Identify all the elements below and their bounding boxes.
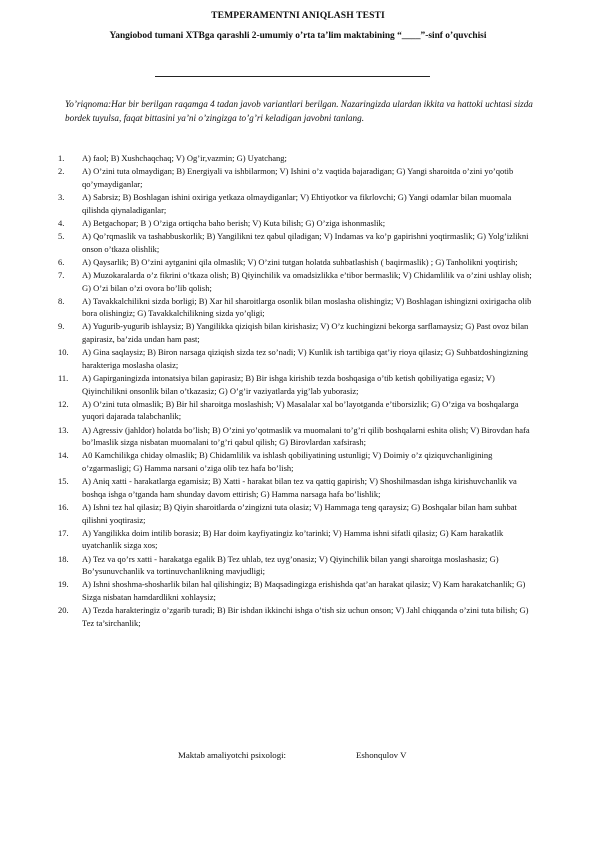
- question-item: [58, 256, 538, 269]
- psychologist-name: Eshonqulov V: [356, 750, 407, 760]
- question-item: [58, 230, 538, 255]
- question-text: A) Gina saqlaysiz; B) Biron narsaga qiziqish sizda tez so’nadi; V) Kunlik ish tartibiga qat’iy rioya qilasiz; G) Suhbatdoshingizning harakteriga moslasha olasiz;: [82, 347, 529, 370]
- name-underline: [155, 76, 430, 77]
- question-number: 19.: [58, 579, 69, 590]
- question-text: A) faol; B) Xushchaqchaq; V) Og’ir,vazmin; G) Uyatchang;: [82, 153, 287, 163]
- question-number: 2.: [58, 166, 65, 177]
- question-text: A) Yugurib-yugurib ishlaysiz; B) Yangilikka qiziqish bilan kirishasiz; V) O’z kuchingizni bekorga sarflamaysiz; G) Past ovoz bilan gapirasiz, ba’zida undan ham past;: [82, 321, 529, 345]
- question-item: [58, 346, 538, 371]
- question-number: 9.: [58, 321, 65, 332]
- question-number: 7.: [58, 269, 65, 280]
- instruction-text: Yo’riqnoma:Har bir berilgan raqamga 4 tadan javob variantlari berilgan. Nazaringizda ulardan ikkita va hattoki uchtasi sizda bordek tuyulsa, faqat bittasini ya’ni o’zingizga to’g’ri keladigan javobni tanlang.: [65, 99, 533, 124]
- question-number: 3.: [58, 191, 65, 202]
- question-text: A) Yangilikka doim intilib borasiz; B) Har doim kayfiyatingiz ko’tarinki; V) Hamma ishni sifatli qilasiz; G) Kam harakatlik uyatchanlik sizga xos;: [82, 527, 504, 551]
- question-item: [58, 424, 538, 449]
- question-item: [58, 501, 538, 526]
- question-number: 11.: [58, 373, 69, 384]
- document-subtitle: Yangiobod tumani XTBga qarashli 2-umumiy o’rta ta’lim maktabining “____”-sinf o’quvchisi: [109, 31, 487, 41]
- question-number: 13.: [58, 424, 69, 435]
- question-text: A) Qo’rqmaslik va tashabbuskorlik; B) Yangilikni tez qabul qiladigan; V) Indamas va ko’p gapirishni yoqtirmaslik; G) Yolg’izlikni onson o’tkaza olishlik;: [82, 230, 529, 254]
- question-number: 15.: [58, 476, 69, 487]
- question-text: A) Tavakkalchilikni sizda borligi; B) Xar hil sharoitlarga osonlik bilan moslasha olishingiz; V) Boshlagan ishingizni oxirigacha olib bora olishingiz; G) Tavakkalchilikning sizda yo’qligi;: [82, 295, 532, 319]
- question-number: 6.: [58, 256, 65, 267]
- question-number: 10.: [58, 347, 69, 358]
- question-number: 16.: [58, 501, 69, 512]
- question-item: [58, 217, 538, 230]
- question-item: [58, 578, 538, 603]
- question-text: A0 Kamchilikga chiday olmaslik; B) Chidamlilik va ishlash qobiliyatining ustunligi; V) Doimiy o’z qiziquvchanligining o’zgarmasligi; G) Hamma narsani o’ziga olib tez hafa bo’lish;: [82, 450, 493, 473]
- question-item: [58, 372, 538, 397]
- question-item: [58, 295, 538, 320]
- question-number: 18.: [58, 553, 69, 564]
- question-item: [58, 604, 538, 629]
- question-text: A) Qaysarlik; B) O’zini aytganini qila olmaslik; V) O’zini tutgan holatda suhbatlashish ( baqirmaslik) ; G) Tanholikni yoqtirish;: [82, 256, 518, 267]
- question-item: [58, 553, 538, 578]
- question-number: 1.: [58, 153, 65, 163]
- question-text: A) Ishni tez hal qilasiz; B) Qiyin sharoitlarda o’zingizni tuta olasiz; V) Hammaga teng qaraysiz; G) Boshqalar bilan ham suhbat qilishni yoqtirasiz;: [82, 501, 517, 525]
- question-number: 8.: [58, 295, 65, 306]
- question-text: A) Tez va qo’rs xatti - harakatga egalik B) Tez uhlab, tez uyg’onasiz; V) Qiyinchilik bilan yangi sharoitga moslashasiz; G) Bo’ysunuvchanlik va tortinuvchanlikning mavjudligi;: [82, 553, 499, 577]
- question-text: A) Gapirganingizda intonatsiya bilan gapirasiz; B) Bir ishga kirishib tezda boshqasiga o’tib ketish qobiliyatiga egasiz; V) Qiyinchilikni onsonlik bilan o’tkazasiz; G) O’g’ir vaziyatlarda yig’lab yuborasiz;: [82, 373, 495, 396]
- question-text: A) Agressiv (jahldor) holatda bo’lish; B) O’zini yo’qotmaslik va muomalani to’g’ri qilib boshqalarni eshita olish; V) Birovdan hafa bo’lmaslik sizga nisbatan muomalani to’g’ri qabul qilish; G) Birovlardan xafsirash;: [82, 424, 530, 448]
- question-text: A) Betgachopar; B ) O’ziga ortiqcha baho berish; V) Kuta bilish; G) O’ziga ishonmaslik;: [82, 217, 386, 228]
- question-text: A) Ishni shoshma-shosharlik bilan hal qilishingiz; B) Maqsadingizga erishishda qat’an harakat qilasiz; V) Kam harakatchanlik; G) Sizga nisbatan hamdardlikni xohlaysiz;: [82, 579, 526, 602]
- psychologist-role: Maktab amaliyotchi psixologi:: [178, 750, 286, 760]
- question-item: [58, 152, 538, 165]
- question-number: 4.: [58, 217, 65, 228]
- question-text: A) Sabrsiz; B) Boshlagan ishini oxiriga yetkaza olmaydiganlar; V) Ehtiyotkor va fikrlovchi; G) Yangi odamlar bilan muomala qilishda qiynaladiganlar;: [82, 191, 512, 215]
- question-number: 14.: [58, 450, 69, 461]
- question-item: [58, 527, 538, 552]
- question-text: A) O’zini tuta olmaslik; B) Bir hil sharoitga moslashish; V) Masalalar xal bo’layotganda e’tiborsizlik; G) O’ziga va boshqalarga yuqori dajarada talabchanlik;: [82, 398, 519, 422]
- question-text: A) Aniq xatti - harakatlarga egamisiz; B) Xatti - harakat bilan tez va qattiq gapirish; V) Shoshilmasdan ishga kirishuvchanlik va boshqa ishga o’tganda ham shunday davom ettirish; G) Hamma narsaga hafa bo’lishlik;: [82, 476, 517, 499]
- question-item: [58, 475, 538, 500]
- question-item: [58, 191, 538, 216]
- question-number: 20.: [58, 605, 69, 616]
- question-text: A) Muzokaralarda o’z fikrini o’tkaza olish; B) Qiyinchilik va omadsizlikka e’tibor bermaslik; V) Chidamlilik va o’zini ushlay olish; G) O’zi bilan o’zi ovora bo’lib qolish;: [82, 269, 532, 293]
- question-item: [58, 449, 538, 474]
- question-item: [58, 165, 538, 190]
- question-list: [58, 152, 538, 630]
- question-item: [58, 398, 538, 423]
- question-number: 5.: [58, 230, 65, 241]
- question-text: A) Tezda harakteringiz o’zgarib turadi; B) Bir ishdan ikkinchi ishga o’tish siz uchun onson; V) Jahl chiqqanda o’zini tuta bilish; G) Tez ta’sirchanlik;: [82, 605, 529, 628]
- question-number: 17.: [58, 527, 69, 538]
- document-title: TEMPERAMENTNI ANIQLASH TESTI: [211, 10, 385, 21]
- question-item: [58, 320, 538, 345]
- question-item: [58, 269, 538, 294]
- question-text: A) O’zini tuta olmaydigan; B) Energiyali va ishbilarmon; V) Ishini o’z vaqtida bajaradigan; G) Yangi sharoitda o’zini yo’qotib qo’ymaydiganlar;: [82, 166, 514, 189]
- question-number: 12.: [58, 398, 69, 409]
